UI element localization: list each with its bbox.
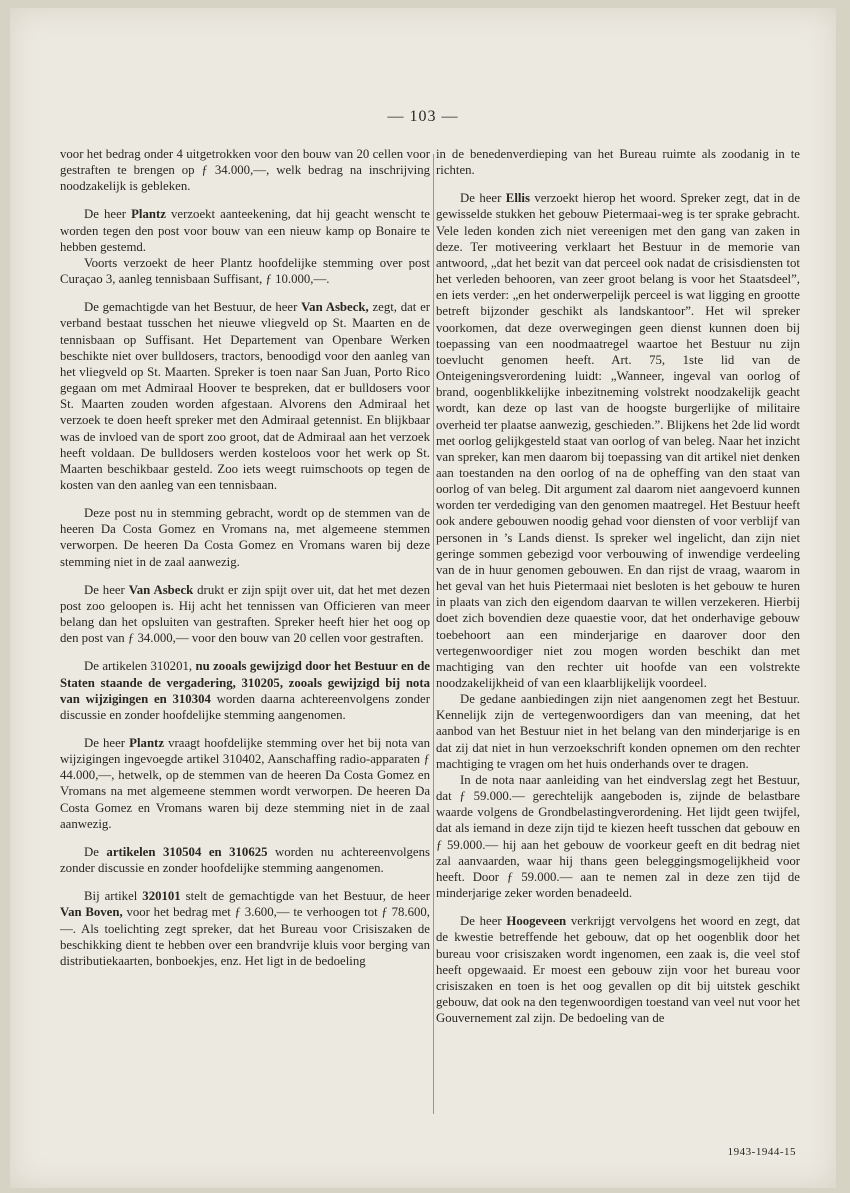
bold-text: 320101 bbox=[142, 889, 181, 904]
text-run: De heer bbox=[460, 914, 507, 929]
text-run: drukt er zijn spijt over uit, dat het met dezen post zoo geloopen is. Hij acht het tennissen van Officieren van meer belang dan het opsluiten van gestraften. Spreker heeft hier het oog op den post van ƒ 34.000,— voor den bouw van 20 cellen voor gestraften. bbox=[60, 582, 431, 646]
left-paragraph-4: Deze post nu in stemming gebracht, wordt op de stemmen van de heeren Da Costa Gomez en Vromans na, met algemeene stemmen verworpen. De heeren Da Costa Gomez en Vromans waren bij deze stemming niet in de zaal aanwezig. bbox=[60, 506, 430, 569]
text-run: worden nu achtereenvolgens zonder discussie en zonder hoofdelijke stemming aangenomen. bbox=[60, 844, 430, 876]
right-paragraph-1 bbox=[436, 190, 800, 691]
text-run: worden daarna achtereenvolgens zonder discussie en zonder hoofdelijke stemming aangenomen. bbox=[60, 691, 430, 722]
left-paragraph-3 bbox=[60, 299, 430, 493]
text-run: De artikelen 310201, bbox=[84, 659, 196, 674]
column-divider bbox=[433, 154, 434, 1114]
left-paragraph-8 bbox=[60, 844, 430, 876]
text-run: vraagt hoofdelijke stemming over het bij nota van wijzigingen ingevoegde artikel 310402, Aanschaffing radio-apparaten ƒ 44.000,—, hetwelk, op de stemmen van de heeren Da Costa Gomez en Vromans na met algemeene stemmen wordt verworpen. De heeren Da Costa Gomez en Vromans waren bij deze stemming niet in de zaal aanwezig. bbox=[60, 736, 431, 831]
speaker-name: Van Asbeck, bbox=[301, 300, 369, 315]
speaker-name: Van Asbeck bbox=[128, 582, 194, 597]
right-column bbox=[436, 146, 800, 1026]
left-paragraph-5 bbox=[60, 582, 430, 647]
text-run: verzoekt aanteekening, dat hij geacht wenscht te worden tegen den post voor bouw van een nieuw kamp op Bonaire te hebben gestemd. bbox=[60, 207, 430, 254]
right-paragraph-0: in de benedenverdieping van het Bureau ruimte als zoodanig in te richten. bbox=[436, 147, 800, 178]
speaker-name: Van Boven, bbox=[60, 905, 123, 920]
speaker-name: Ellis bbox=[505, 191, 530, 206]
footer-reference: 1943-1944-15 bbox=[727, 1146, 796, 1158]
left-paragraph-6 bbox=[60, 658, 430, 723]
text-run: De bbox=[84, 844, 107, 859]
text-run: stelt de gemachtigde van het Bestuur, de heer bbox=[180, 889, 430, 904]
right-paragraph-2: De gedane aanbiedingen zijn niet aangenomen zegt het Bestuur. Kennelijk zijn de vertegenwoordigers dan van meening, dat het aanbod van het Bestuur niet in het belang van den minderjarige is en dat zij dat niet in hun verzoekschrift konden opnemen om den rechter machtiging te vragen om het huis onderhands over te dragen. bbox=[436, 692, 800, 771]
left-paragraph-7 bbox=[60, 735, 430, 832]
left-paragraph-1 bbox=[60, 206, 430, 254]
page-number: — 103 — bbox=[387, 108, 459, 125]
text-run: De gemachtigde van het Bestuur, de heer bbox=[84, 300, 302, 315]
speaker-name: Hoogeveen bbox=[506, 914, 567, 929]
text-run: De heer bbox=[84, 207, 132, 222]
text-run: De heer bbox=[84, 582, 129, 597]
text-run: voor het bedrag met ƒ 3.600,— te verhoogen tot ƒ 78.600,—. Als toelichting zegt spreker, dat het Bureau voor Crisiszaken de beschikking dient te hebben over een brandvrije kluis voor berging van distributiekaarten, bonboekjes, enz. Het ligt in de bedoeling bbox=[60, 905, 430, 968]
text-run: verzoekt hierop het woord. Spreker zegt, dat in de gewisselde stukken het gebouw Pietermaai-weg is ter sprake gebracht. Vele leden konden zich niet vereenigen met den gang van zaken in deze. Ter motiveering verklaart het Bestuur in de memorie van antwoord, „dat het bezit van dat perceel ook nadat de crisisdiensten tot het verleden behooren, van zeer groot belang is voor het Staatsdeel”, en iets verder: „en het onderwerpelijk perceel is wat ligging en grootte betreft bijzonder geschikt als landskantoor”. Het wil spreker voorkomen, dat deze overwegingen geen dienst kunnen doen bij toepassing van een noodmaatregel waartoe het Bestuur nu zijn toevlucht genomen heeft. Art. 75, 1ste lid van de Onteigeningsverordening luidt: „Wanneer, ingeval van oorlog of brand, oogenblikkelijke inbezitneming volstrekt noodzakelijk geacht wordt, kan deze op last van de hoogste burgerlijke of militaire overheid ter plaatse aanwezig, geschieden.”. Blijkens het 2de lid wordt met oorlog gelijkgesteld staat van oorlog of van beleg. Naar het inzicht van spreker, kan men daarom bij toepassing van dit artikel niet denken aan toestanden na den oorlog of na de opheffing van den staat van oorlog of van beleg. Dit argument zal daarom niet aangevoerd kunnen worden ter verdediging van den genomen maatregel. Het Bestuur heeft ook andere gebouwen noodig gehad voor diensten of voor verblijf van personen in ’s Lands dienst. Is spreker wel ingelicht, dan zijn niet geringe sommen gebezigd voor verbouwing of inwendige verdeeling van de in huur genomen gebouwen. En dan rijst de vraag, waarom in het geval van het huis Pietermaai niet besloten is het gebouw te huren in plaats van zich den eigendom daarvan te willen verzekeren. Hierbij doet zich bovendien deze quaestie voor, dat het onderhavige gebouw toebehoort aan een minderjarige en daarover door den vertegenwoordiger niet zou mogen worden beschikt dan met machtiging van den rechter uit hoofde van een volstrekte noodzakelijkheid of van een klaarblijkelijk voordeel. bbox=[436, 191, 800, 690]
right-paragraph-4 bbox=[436, 913, 800, 1026]
document-page bbox=[10, 8, 836, 1188]
bold-text: nu zooals gewijzigd door het Bestuur en de Staten staande de vergadering, 310205, zooals gewijzigd bij nota van wijzigingen en 310304 bbox=[60, 659, 430, 706]
speaker-name: Plantz bbox=[131, 207, 166, 222]
right-paragraph-3: In de nota naar aanleiding van het eindverslag zegt het Bestuur, dat ƒ 59.000.— gerechtelijk aangeboden is, zijnde de belastbare waarde volgens de Grondbelastingverordening. Het lijdt geen twijfel, dat als iemand in deze zijn tijd te kiezen heeft tusschen dat gebouw en ƒ 59.000.— hij aan het gebouw de voorkeur geeft en dit bedrag niet zal aanvaarden, waar hij thans geen beleggingsmogelijkheid voor heeft. Door ƒ 59.000.— aan te nemen zal in deze zen tijd de minderjarige zeker worden benadeeld. bbox=[436, 772, 800, 901]
left-paragraph-0: voor het bedrag onder 4 uitgetrokken voor den bouw van 20 cellen voor gestraften te brengen op ƒ 34.000,—, welk bedrag na inschrijving noodzakelijk is gebleken. bbox=[60, 147, 430, 194]
speaker-name: Plantz bbox=[129, 736, 165, 750]
left-paragraph-2: Voorts verzoekt de heer Plantz hoofdelijke stemming over post Curaçao 3, aanleg tennisbaan Suffisant, ƒ 10.000,—. bbox=[60, 255, 430, 287]
text-run: De heer bbox=[460, 191, 506, 206]
bold-text: artikelen 310504 en 310625 bbox=[106, 844, 268, 859]
text-run: verkrijgt vervolgens het woord en zegt, dat de kwestie betreffende het gebouw, dat op het oogenblik door het bureau voor crisiszaken wordt ingenomen, een zaak is, die veel stof heeft opgewaaid. Er moest een gebouw zijn voor het bureau voor crisiszaken en toen is het oog gevallen op dit bij uitstek geschikt gebouw, dat ook na den tegenwoordigen toestand van veel nut voor het Gouvernement zal zijn. De bedoeling van de bbox=[436, 914, 800, 1026]
left-column bbox=[60, 146, 430, 969]
text-run: zegt, dat er verband bestaat tusschen het nieuwe vliegveld op St. Maarten en de tennisbaan op Suffisant. Het Departement van Openbare Werken beschikte niet over bulldosers, tractors, benoodigd voor den aanleg van het vliegveld op St. Maarten. Spreker is toen naar San Juan, Porto Rico gegaan om met Admiraal Hoover te bespreken, dat er bulldosers voor St. Maarten zouden worden afgestaan. Alvorens den Admiraal het verzoek te doen heeft spreker met den Admiraal getennist. En blijkbaar was de invloed van de sport zoo groot, dat de Admiraal aan het verzoek heeft voldaan. De bulldosers werden kosteloos voor het werk op St. Maarten beschikbaar gesteld. Zoo iets weegt ruimschoots op tegen de kosten van den aanleg van een tennisbaan. bbox=[60, 300, 431, 492]
left-paragraph-9 bbox=[60, 888, 430, 969]
text-run: De heer bbox=[84, 736, 130, 750]
text-run: Bij artikel bbox=[84, 889, 143, 904]
